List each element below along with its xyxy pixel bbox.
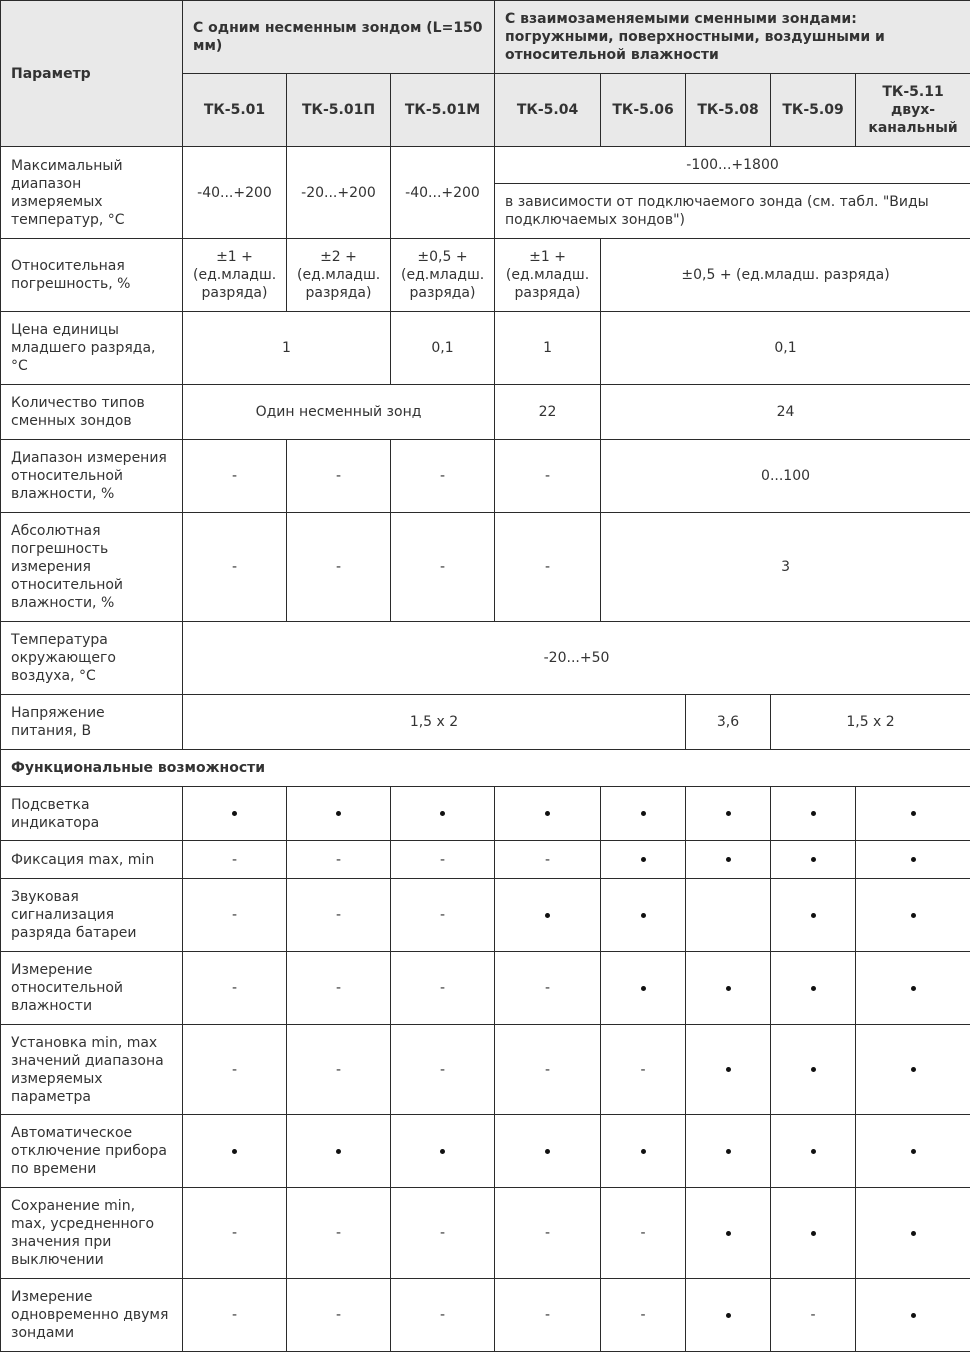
cell-value: ±1 + (ед.младш. разряда) (495, 239, 601, 312)
bullet-dot-icon (726, 1313, 731, 1318)
table-row (1, 239, 970, 312)
row-label: Цена единицы младшего разряда, °С (1, 312, 183, 385)
cell-value: 1 (183, 312, 391, 385)
feature-value: - (439, 907, 446, 923)
feature-cell (771, 1115, 856, 1188)
cell-value: - (287, 513, 391, 622)
feature-value: - (335, 1225, 342, 1241)
feature-row (1, 787, 970, 841)
bullet-dot-icon (811, 811, 816, 816)
bullet-dot-icon (811, 1231, 816, 1236)
bullet-dot-icon (811, 857, 816, 862)
feature-row (1, 879, 970, 952)
feature-cell (495, 879, 601, 952)
group-header-fixed-probe: С одним несменным зондом (L=150 мм) (183, 1, 495, 74)
feature-cell (391, 879, 495, 952)
cell-value: 22 (495, 385, 601, 440)
feature-value: - (439, 1307, 446, 1323)
feature-cell (601, 841, 686, 879)
table-row (1, 695, 970, 750)
feature-row (1, 952, 970, 1025)
model-header: ТК-5.11 двух-канальный (856, 74, 970, 147)
bullet-dot-icon (641, 913, 646, 918)
bullet-dot-icon (911, 913, 916, 918)
feature-value: - (335, 851, 342, 868)
feature-cell (856, 1025, 970, 1115)
feature-cell (856, 1115, 970, 1188)
group-header-replaceable-probes: С взаимозаменяемыми сменными зондами: погружными, поверхностными, воздушными и относительной влажности (495, 1, 970, 74)
bullet-dot-icon (232, 1149, 237, 1154)
bullet-dot-icon (911, 1231, 916, 1236)
cell-value: - (183, 440, 287, 513)
model-header: ТК-5.09 (771, 74, 856, 147)
feature-cell (495, 1025, 601, 1115)
bullet-dot-icon (911, 857, 916, 862)
feature-value: - (640, 1225, 646, 1241)
bullet-dot-icon (336, 1149, 341, 1154)
feature-cell (287, 841, 391, 879)
feature-cell (856, 879, 970, 952)
feature-cell (686, 1188, 771, 1279)
feature-cell (183, 1188, 287, 1279)
table-row (1, 622, 970, 695)
feature-cell (686, 952, 771, 1025)
bullet-dot-icon (726, 1067, 731, 1072)
model-header: ТК-5.04 (495, 74, 601, 147)
feature-row (1, 841, 970, 879)
feature-cell (287, 1115, 391, 1188)
bullet-dot-icon (911, 1149, 916, 1154)
feature-cell (601, 787, 686, 841)
feature-cell (391, 841, 495, 879)
bullet-dot-icon (726, 857, 731, 862)
feature-label: Фиксация max, min (1, 841, 183, 879)
bullet-dot-icon (911, 986, 916, 991)
feature-value: - (335, 907, 342, 923)
cell-value: ±1 + (ед.младш. разряда) (183, 239, 287, 312)
feature-cell (287, 787, 391, 841)
feature-cell (601, 1025, 686, 1115)
feature-value: - (545, 851, 551, 868)
table-row (1, 147, 970, 184)
cell-value: 24 (601, 385, 970, 440)
feature-value: - (439, 1061, 446, 1078)
feature-cell (771, 841, 856, 879)
feature-cell (771, 1279, 856, 1352)
feature-value: - (810, 1307, 816, 1323)
cell-value: 1,5 х 2 (183, 695, 686, 750)
bullet-dot-icon (641, 1149, 646, 1154)
feature-cell (686, 1025, 771, 1115)
cell-value: -20...+50 (183, 622, 970, 695)
feature-cell (856, 787, 970, 841)
feature-label: Сохранение min, max, усредненного значения при выключении (1, 1188, 183, 1279)
table-row (1, 440, 970, 513)
cell-value: 3 (601, 513, 970, 622)
feature-value: - (231, 1061, 238, 1078)
feature-value: - (335, 1307, 342, 1323)
bullet-dot-icon (440, 811, 445, 816)
feature-label: Подсветка индикатора (1, 787, 183, 841)
feature-label: Измерение одновременно двумя зондами (1, 1279, 183, 1352)
table-row (1, 513, 970, 622)
cell-value: -100...+1800 (495, 147, 970, 184)
model-header: ТК-5.01П (287, 74, 391, 147)
cell-value: ±2 + (ед.младш. разряда) (287, 239, 391, 312)
cell-value: -40...+200 (391, 147, 495, 239)
model-header: ТК-5.06 (601, 74, 686, 147)
feature-cell (287, 1025, 391, 1115)
feature-cell (495, 1188, 601, 1279)
feature-value: - (231, 980, 238, 996)
feature-label: Автоматическое отключение прибора по времени (1, 1115, 183, 1188)
feature-cell (495, 1279, 601, 1352)
model-header: ТК-5.01 (183, 74, 287, 147)
feature-row (1, 1025, 970, 1115)
feature-cell (601, 1279, 686, 1352)
feature-cell (601, 1115, 686, 1188)
bullet-dot-icon (641, 857, 646, 862)
bullet-dot-icon (811, 913, 816, 918)
feature-cell (686, 879, 771, 952)
cell-value: - (287, 440, 391, 513)
table-row (1, 385, 970, 440)
feature-value: - (545, 1225, 551, 1241)
feature-cell (183, 787, 287, 841)
bullet-dot-icon (336, 811, 341, 816)
feature-value: - (545, 1307, 551, 1323)
bullet-dot-icon (726, 986, 731, 991)
feature-cell (601, 879, 686, 952)
feature-cell (495, 952, 601, 1025)
feature-cell (771, 787, 856, 841)
bullet-dot-icon (545, 1149, 550, 1154)
cell-value: 0...100 (601, 440, 970, 513)
cell-value: 3,6 (686, 695, 771, 750)
bullet-dot-icon (545, 811, 550, 816)
feature-cell (391, 1115, 495, 1188)
bullet-dot-icon (811, 986, 816, 991)
bullet-dot-icon (440, 1149, 445, 1154)
row-label: Температура окружающего воздуха, °С (1, 622, 183, 695)
bullet-dot-icon (726, 1149, 731, 1154)
cell-value: ±0,5 + (ед.младш. разряда) (391, 239, 495, 312)
bullet-dot-icon (811, 1149, 816, 1154)
feature-cell (856, 841, 970, 879)
feature-value: - (640, 1307, 646, 1323)
feature-cell (287, 1279, 391, 1352)
feature-cell (686, 787, 771, 841)
feature-label: Установка min, max значений диапазона измеряемых параметра (1, 1025, 183, 1115)
feature-cell (287, 952, 391, 1025)
feature-value: - (231, 1307, 238, 1323)
feature-cell (183, 1115, 287, 1188)
cell-value: Один несменный зонд (183, 385, 495, 440)
cell-value: 1,5 х 2 (771, 695, 970, 750)
feature-cell (771, 1188, 856, 1279)
feature-cell (601, 952, 686, 1025)
feature-cell (495, 787, 601, 841)
table-header (1, 1, 970, 147)
cell-value: - (495, 440, 601, 513)
row-label: Абсолютная погрешность измерения относительной влажности, % (1, 513, 183, 622)
model-header: ТК-5.01М (391, 74, 495, 147)
feature-value: - (231, 851, 238, 868)
feature-cell (391, 952, 495, 1025)
feature-row (1, 1115, 970, 1188)
feature-cell (287, 1188, 391, 1279)
feature-value: - (640, 1061, 646, 1078)
feature-cell (287, 879, 391, 952)
feature-cell (391, 1025, 495, 1115)
cell-value: -40...+200 (183, 147, 287, 239)
feature-value: - (439, 851, 446, 868)
cell-value: 1 (495, 312, 601, 385)
feature-value: - (335, 980, 342, 996)
feature-cell (391, 787, 495, 841)
feature-value: - (335, 1061, 342, 1078)
cell-value: - (391, 440, 495, 513)
feature-cell (183, 952, 287, 1025)
row-label: Диапазон измерения относительной влажности, % (1, 440, 183, 513)
cell-value: - (495, 513, 601, 622)
bullet-dot-icon (641, 811, 646, 816)
bullet-dot-icon (232, 811, 237, 816)
feature-label: Звуковая сигнализация разряда батареи (1, 879, 183, 952)
feature-cell (495, 1115, 601, 1188)
feature-cell (856, 952, 970, 1025)
row-label: Максимальный диапазон измеряемых температур, °С (1, 147, 183, 239)
feature-cell (601, 1188, 686, 1279)
cell-note: в зависимости от подключаемого зонда (см. табл. "Виды подключаемых зондов") (495, 184, 970, 239)
feature-row (1, 1279, 970, 1352)
feature-cell (686, 1279, 771, 1352)
bullet-dot-icon (726, 811, 731, 816)
feature-cell (686, 841, 771, 879)
feature-cell (183, 1025, 287, 1115)
section-title: Функциональные возможности (1, 750, 970, 787)
cell-value: -20...+200 (287, 147, 391, 239)
bullet-dot-icon (911, 1067, 916, 1072)
bullet-dot-icon (726, 1231, 731, 1236)
feature-cell (391, 1279, 495, 1352)
feature-value: - (231, 1225, 238, 1241)
feature-value: - (545, 1061, 551, 1078)
feature-row (1, 1188, 970, 1279)
feature-cell (771, 952, 856, 1025)
model-header: ТК-5.08 (686, 74, 771, 147)
feature-label: Измерение относительной влажности (1, 952, 183, 1025)
row-label: Напряжение питания, В (1, 695, 183, 750)
feature-cell (183, 841, 287, 879)
feature-cell (686, 1115, 771, 1188)
table-row (1, 312, 970, 385)
bullet-dot-icon (545, 913, 550, 918)
feature-value: - (545, 980, 551, 996)
feature-cell (856, 1188, 970, 1279)
bullet-dot-icon (911, 811, 916, 816)
feature-cell (771, 1025, 856, 1115)
cell-value: 0,1 (601, 312, 970, 385)
feature-cell (495, 841, 601, 879)
feature-value: - (231, 907, 238, 923)
cell-value: 0,1 (391, 312, 495, 385)
row-label: Количество типов сменных зондов (1, 385, 183, 440)
section-row (1, 750, 970, 787)
cell-value: - (183, 513, 287, 622)
cell-value: - (391, 513, 495, 622)
bullet-dot-icon (641, 986, 646, 991)
feature-value: - (439, 980, 446, 996)
feature-cell (771, 879, 856, 952)
cell-value: ±0,5 + (ед.младш. разряда) (601, 239, 970, 312)
feature-cell (856, 1279, 970, 1352)
bullet-dot-icon (811, 1067, 816, 1072)
feature-cell (183, 879, 287, 952)
parameter-header: Параметр (1, 1, 183, 147)
feature-value: - (439, 1225, 446, 1241)
table-body (1, 147, 970, 1352)
bullet-dot-icon (911, 1313, 916, 1318)
feature-cell (391, 1188, 495, 1279)
feature-cell (183, 1279, 287, 1352)
row-label: Относительная погрешность, % (1, 239, 183, 312)
